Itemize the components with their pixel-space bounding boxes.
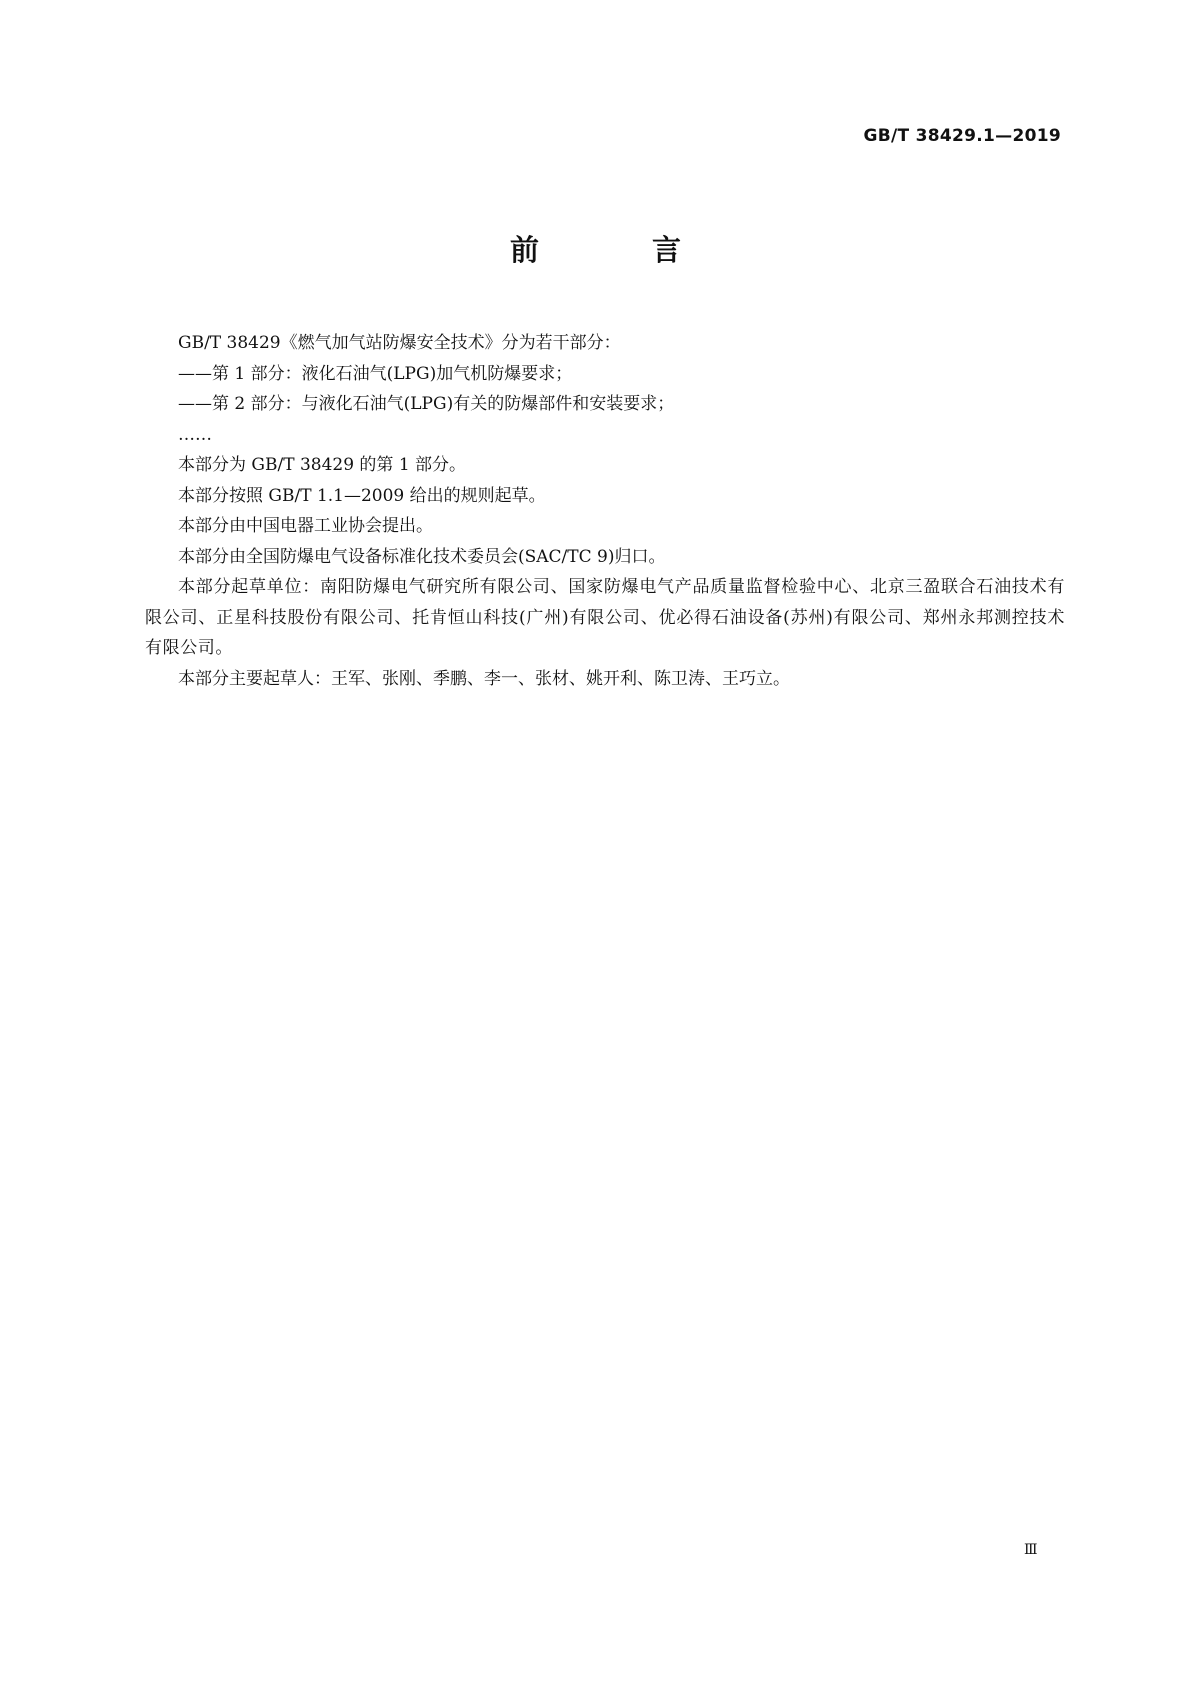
list-item-part-2: ——第 2 部分：与液化石油气(LPG)有关的防爆部件和安装要求； (178, 394, 675, 414)
paragraph-committee: 本部分由全国防爆电气设备标准化技术委员会(SAC/TC 9)归口。 (178, 546, 666, 567)
paragraph-parts-intro: GB/T 38429《燃气加气站防爆安全技术》分为若干部分： (178, 333, 621, 353)
list-ellipsis: …… (178, 424, 212, 445)
paragraph-part-statement: 本部分为 GB/T 38429 的第 1 部分。 (178, 455, 467, 475)
paragraph-drafting-units: 本部分起草单位：南阳防爆电气研究所有限公司、国家防爆电气产品质量监督检验中心、北京三盈联合石油技术有限公司、正星科技股份有限公司、托肯恒山科技(广州)有限公司、优必得石油设备(苏州)有限公司、郑州永邦测控技术有限公司。 (145, 577, 1065, 658)
paragraph-proposer: 本部分由中国电器工业协会提出。 (178, 516, 433, 536)
paragraph-drafting-rules: 本部分按照 GB/T 1.1—2009 给出的规则起草。 (178, 485, 546, 506)
list-item-part-1: ——第 1 部分：液化石油气(LPG)加气机防爆要求； (178, 363, 573, 384)
standard-number: GB/T 38429.1—2019 (863, 126, 1061, 146)
page-title: 前 言 (509, 233, 723, 267)
page-number: Ⅲ (1024, 1542, 1038, 1558)
foreword-body (145, 328, 1065, 694)
paragraph-drafters: 本部分主要起草人：王军、张刚、季鹏、李一、张材、姚开利、陈卫涛、王巧立。 (178, 668, 790, 689)
